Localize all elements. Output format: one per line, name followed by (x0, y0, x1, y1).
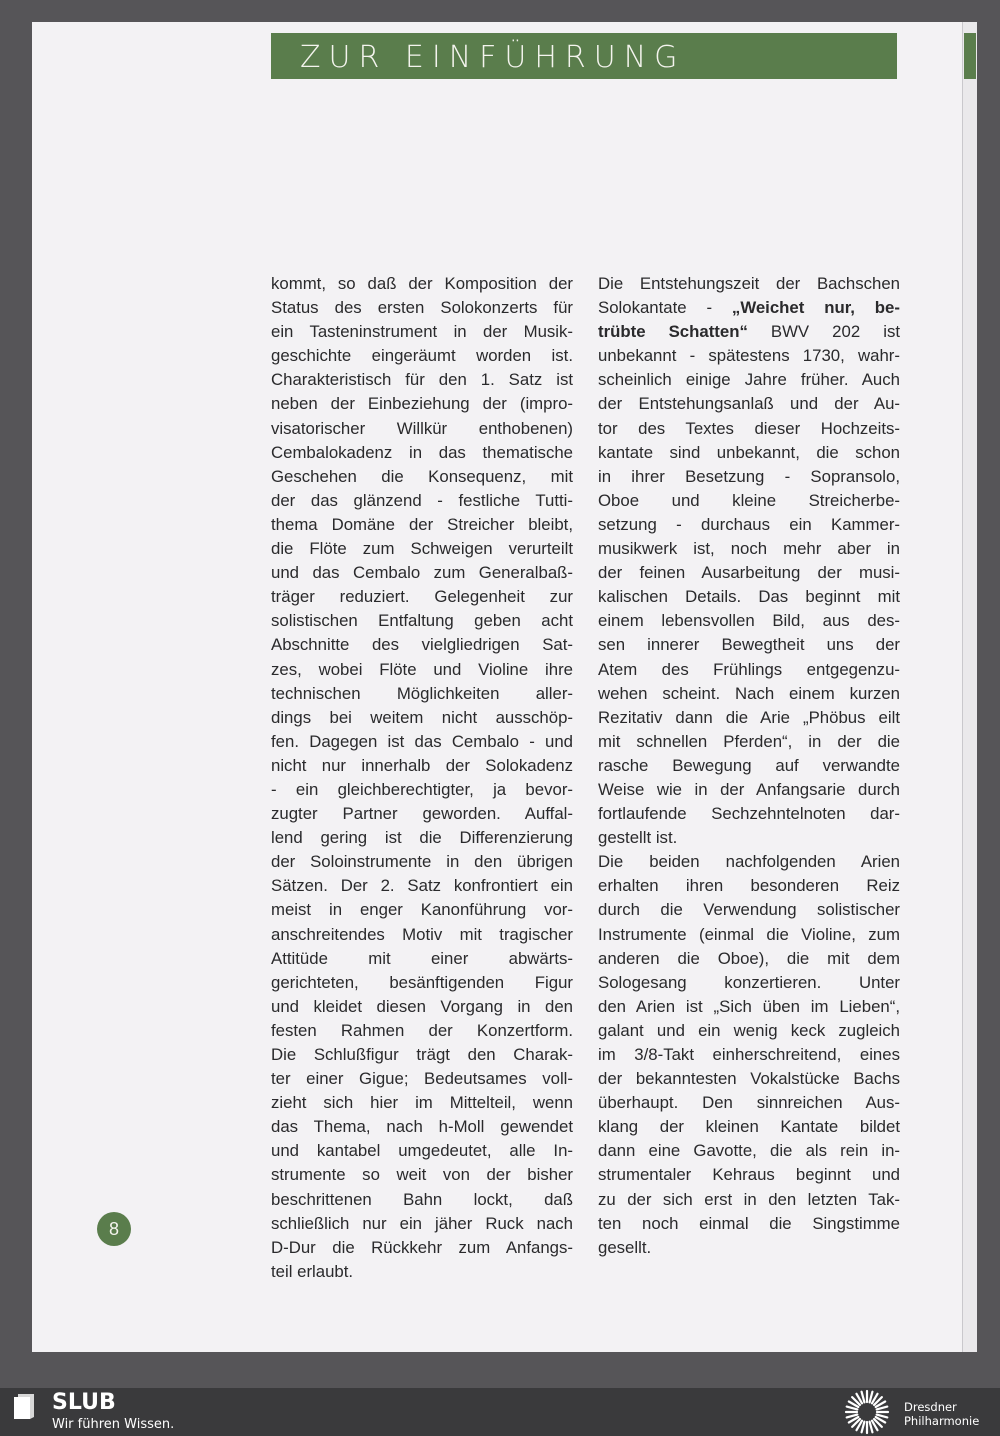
logo-ray (862, 1392, 865, 1403)
text-line: im 3/8-Takt einherschreitend, eines (598, 1045, 900, 1064)
text-line: zieht sich hier im Mittelteil, wenn (271, 1093, 573, 1113)
left-text-column (271, 272, 573, 1284)
text-run: Solokantate - (598, 298, 732, 318)
text-line: das Thema, nach h-Moll gewendet (271, 1117, 573, 1137)
text-line: strumentaler Kehraus beginnt und (598, 1165, 900, 1185)
slub-tagline: Wir führen Wissen. (52, 1417, 175, 1432)
text-line: erhalten ihren besonderen Reiz (598, 876, 900, 896)
text-line: Oboe und kleine Streicherbe- (598, 490, 900, 510)
text-line: Die Entstehungszeit der Bachschen (598, 274, 900, 293)
text-line: zugter Partner geworden. Auffal- (271, 804, 573, 824)
logo-ray (862, 1422, 865, 1433)
text-line: Die beiden nachfolgenden Arien (598, 852, 900, 872)
text-line: technischen Möglichkeiten aller- (271, 683, 573, 703)
logo-ray (847, 1407, 858, 1410)
text-line: zu der sich erst in den letzten Tak- (598, 1189, 900, 1209)
text-line: ten noch einmal die Singstimme (598, 1213, 900, 1233)
text-line: träger reduziert. Gelegenheit zur (271, 587, 573, 607)
text-line: Weise wie in der Anfangsarie durch (598, 779, 900, 799)
text-line: rasche Bewegung auf verwandte (598, 755, 900, 775)
text-line: Sätzen. Der 2. Satz konfrontiert ein (271, 876, 573, 896)
philharmonie-line-2: Philharmonie (904, 1414, 980, 1428)
page-title: ZUR EINFÜHRUNG (300, 40, 686, 75)
text-line: zes, wobei Flöte und Violine ihre (271, 659, 573, 679)
text-line: unbekannt - spätestens 1730, wahr- (598, 346, 900, 366)
text-line: Geschehen die Konsequenz, mit (271, 466, 573, 486)
text-line: beschrittenen Bahn lockt, daß (271, 1189, 573, 1209)
text-line: anderen die Oboe), die mit dem (598, 948, 900, 968)
text-line: wehen scheint. Nach einem kurzen (598, 683, 900, 703)
text-line: und kleidet diesen Vorgang in den (271, 996, 573, 1016)
text-line: der Soloinstrumente in den übrigen (271, 852, 573, 872)
text-line: einem lebensvollen Bild, aus des- (598, 611, 900, 631)
text-line: kommt, so daß der Komposition der (271, 274, 573, 293)
next-page-header-stub (964, 33, 976, 79)
text-line: dann eine Gavotte, die als rein in- (598, 1141, 900, 1161)
text-line: gerichteten, besänftigenden Figur (271, 972, 573, 992)
text-line: gestellt ist. (598, 828, 678, 848)
logo-ray (877, 1415, 888, 1418)
text-line: lend gering ist die Differenzierung (271, 828, 573, 848)
cantata-title: trübte Schatten“ (598, 322, 748, 342)
text-line: Charakteristisch für den 1. Satz ist (271, 370, 573, 390)
text-line: den Arien ist „Sich üben im Lieben“, (598, 996, 900, 1016)
text-line: neben der Einbeziehung der (impro- (271, 394, 573, 414)
text-line: der feinen Ausarbeitung der musi- (598, 563, 900, 583)
slub-logo-icon (12, 1391, 38, 1423)
text-line: sen innerer Bewegtheit uns der (598, 635, 900, 655)
text-line: thema Domäne der Streicher bleibt, (271, 514, 573, 534)
text-line: durch die Verwendung solistischer (598, 900, 900, 920)
text-line: in ihrer Besetzung - Sopransolo, (598, 466, 900, 486)
text-line: Rezitativ dann die Arie „Phöbus eilt (598, 707, 900, 727)
text-line: setzung - durchaus ein Kammer- (598, 514, 900, 534)
text-line: D-Dur die Rückkehr zum Anfangs- (271, 1237, 573, 1257)
text-line: Attitüde mit einer abwärts- (271, 948, 573, 968)
text-line: festen Rahmen der Konzertform. (271, 1020, 573, 1040)
text-line: ein Tasteninstrument in der Musik- (271, 322, 573, 342)
logo-ray (870, 1392, 873, 1403)
text-line: scheinlich einige Jahre früher. Auch (598, 370, 900, 390)
text-line: geschichte eingeräumt worden ist. (271, 346, 573, 366)
text-line: der bekanntesten Vokalstücke Bachs (598, 1069, 900, 1089)
text-line: - ein gleichberechtigter, ja bevor- (271, 779, 573, 799)
slub-title: SLUB (52, 1390, 116, 1415)
text-line: und das Cembalo zum Generalbaß- (271, 563, 573, 583)
text-line: klang der kleinen Kantate bildet (598, 1117, 900, 1137)
text-line: tor des Textes dieser Hochzeits- (598, 418, 900, 438)
text-line: nicht nur innerhalb der Solokadenz (271, 755, 573, 775)
text-line: der das glänzend - festliche Tutti- (271, 490, 573, 510)
logo-ray (877, 1407, 888, 1410)
text-line: überhaupt. Den sinnreichen Aus- (598, 1093, 900, 1113)
text-line: galant und ein wenig keck zugleich (598, 1020, 900, 1040)
text-line: visatorischer Willkür enthobenen) (271, 418, 573, 438)
text-line: der Entstehungsanlaß und der Au- (598, 394, 900, 414)
text-line: ter einer Gigue; Bedeutsames voll- (271, 1069, 573, 1089)
philharmonie-line-1: Dresdner (904, 1400, 957, 1414)
text-line: meist in enger Kanonführung vor- (271, 900, 573, 920)
right-text-column (598, 272, 900, 1260)
text-line: Die Schlußfigur trägt den Charak- (271, 1045, 573, 1064)
text-line: fen. Dagegen ist das Cembalo - und (271, 731, 573, 751)
next-page-edge (962, 22, 977, 1352)
text-line-with-title (598, 296, 900, 320)
text-line: musikwerk ist, noch mehr aber in (598, 539, 900, 559)
text-line: Cembalokadenz in das thematische (271, 442, 573, 462)
text-line: Atem des Frühlings entgegenzu- (598, 659, 900, 679)
text-line: gesellt. (598, 1237, 652, 1257)
text-line-with-title (598, 320, 900, 344)
text-line: kalischen Details. Das beginnt mit (598, 587, 900, 607)
text-line: und kantabel umgedeutet, alle In- (271, 1141, 573, 1161)
text-line: dings bei weitem nicht ausschöp- (271, 707, 573, 727)
text-line: Instrumente (einmal die Violine, zum (598, 924, 900, 944)
text-line: Status des ersten Solokonzerts für (271, 298, 573, 318)
text-line: solistischen Entfaltung geben acht (271, 611, 573, 631)
logo-ray (870, 1422, 873, 1433)
logo-ray (847, 1415, 858, 1418)
text-line: Sologesang konzertieren. Unter (598, 972, 900, 992)
text-line: Abschnitte des vielgliedrigen Sat- (271, 635, 573, 655)
philharmonie-logo-icon (842, 1389, 892, 1435)
text-line: teil erlaubt. (271, 1261, 354, 1281)
text-run: BWV 202 ist (747, 322, 900, 342)
page-number-badge: 8 (97, 1212, 131, 1246)
philharmonie-name (904, 1400, 979, 1428)
text-line: kantate sind unbekannt, die schon (598, 442, 900, 462)
text-line: die Flöte zum Schweigen verurteilt (271, 539, 573, 559)
cantata-title: „Weichet nur, be- (731, 298, 900, 318)
text-line: mit schnellen Pferden“, in der die (598, 731, 900, 751)
text-line: fortlaufende Sechzehntelnoten dar- (598, 804, 900, 824)
text-line: schließlich nur ein jäher Ruck nach (271, 1213, 573, 1233)
text-line: strumente so weit von der bisher (271, 1165, 573, 1185)
text-line: anschreitendes Motiv mit tragischer (271, 924, 573, 944)
